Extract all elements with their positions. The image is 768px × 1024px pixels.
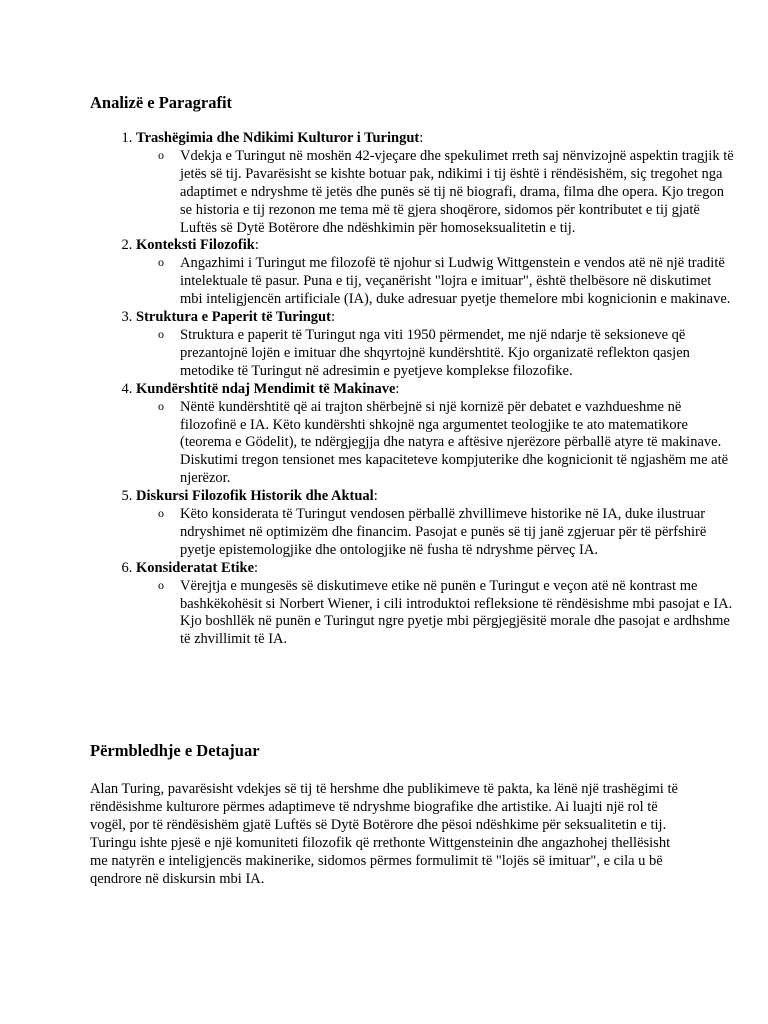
- analysis-list: [90, 130, 736, 649]
- item-title: Kundërshtitë ndaj Mendimit të Makinave: [136, 380, 396, 397]
- sub-list: [136, 148, 736, 238]
- sub-list: [136, 578, 736, 650]
- sub-list: [136, 399, 736, 489]
- list-item: 3. Struktura e Paperit të Turingut: o Struktura e paperit të Turingut nga viti 1950 përmendet, me një ndarje të seksioneve që prezantojnë lojën e imituar dhe shqyrtojnë kundërshtitë. Kjo organizatë reflekton qasjen metodike të Turingut në adresimin e pyetjeve komplekse filozofike.: [136, 309, 736, 381]
- sub-list-item: o Angazhimi i Turingut me filozofë të njohur si Ludwig Wittgenstein e vendos atë në një traditë intelektuale të pasur. Puna e tij, veçanërisht "lojra e imituar", është thelbësore në diskutimet mbi inteligjencën artificiale (IA), duke adresuar pyetje themelore mbi kognicionin e makinave.: [180, 255, 736, 309]
- sub-list: [136, 327, 736, 381]
- list-item: 2. Konteksti Filozofik: o Angazhimi i Turingut me filozofë të njohur si Ludwig Wittgenstein e vendos atë në një traditë intelektuale të pasur. Puna e tij, veçanërisht "lojra e imituar", është thelbësore në diskutimet mbi inteligjencën artificiale (IA), duke adresuar pyetje themelore mbi kognicionin e makinave.: [136, 237, 736, 309]
- summary-paragraph: Alan Turing, pavarësisht vdekjes së tij të hershme dhe publikimeve të pakta, ka lënë një trashëgimi të rëndësishme kulturore përmes adaptimeve të ndryshme biografike dhe artistike. Ai luajti një rol të vogël, por të rëndësishëm gjatë Luftës së Dytë Botërore dhe pësoi ndëshkime për seksualitetin e tij. Turingu ishte pjesë e një komuniteti filozofik që rrethonte Wittgensteinin dhe angazhohej thellësisht me natyrën e inteligjencës makinerike, sidomos përmes formulimit të "lojës së imituar", e cila u bë qendrore në diskursin mbi IA.: [90, 781, 678, 887]
- sub-list: [136, 506, 736, 560]
- sub-list-item: o Këto konsiderata të Turingut vendosen përballë zhvillimeve historike në IA, duke ilustruar ndryshimet në optimizëm dhe financim. Pasojat e punës së tij janë zgjeruar për të përfshirë pyetje epistemologjike dhe ontologjike në fusha të ndryshme përveç IA.: [180, 506, 736, 560]
- sub-list-item: o Struktura e paperit të Turingut nga viti 1950 përmendet, me një ndarje të seksioneve që prezantojnë lojën e imituar dhe shqyrtojnë kundërshtitë. Kjo organizatë reflekton qasjen metodike të Turingut në adresimin e pyetjeve komplekse filozofike.: [180, 327, 736, 381]
- item-title: Konsideratat Etike: [136, 559, 255, 576]
- sub-list: [136, 255, 736, 309]
- item-title: Konteksti Filozofik: [136, 237, 255, 254]
- list-item: 5. Diskursi Filozofik Historik dhe Aktual: o Këto konsiderata të Turingut vendosen përballë zhvillimeve historike në IA, duke ilustruar ndryshimet në optimizëm dhe financim. Pasojat e punës së tij janë zgjeruar për të përfshirë pyetje epistemologjike dhe ontologjike në fusha të ndryshme përveç IA.: [136, 488, 736, 560]
- analysis-heading: Analizë e Paragrafit: [90, 93, 233, 112]
- sub-list-item: o Nëntë kundërshtitë që ai trajton shërbejnë si një kornizë për debatet e vazhdueshme në filozofinë e IA. Këto kundërshti shkojnë nga argumentet teologjike te ato matematikore (teorema e Gödelit), te ndërgjegjja dhe natyra e aftësive njerëzore përballë atyre të makinave. Diskutimi tregon tensionet mes kapaciteteve kompjuterike dhe kognicionit të ngjashëm me atë njerëzor.: [180, 399, 736, 489]
- sub-list-item: o Vdekja e Turingut në moshën 42-vjeçare dhe spekulimet rreth saj nënvizojnë aspektin tragjik të jetës së tij. Pavarësisht se kishte botuar pak, ndikimi i tij është i rëndësishëm, siç tregohet nga adaptimet e ndryshme të jetës dhe punës së tij në biografi, drama, filma dhe opera. Kjo tregon se historia e tij rezonon me tema më të gjera shoqërore, sidomos për kontributet e tij gjatë Luftës së Dytë Botërore dhe ndëshkimin për homoseksualitetin e tij.: [180, 148, 736, 238]
- list-item: 1. Trashëgimia dhe Ndikimi Kulturor i Turingut: o Vdekja e Turingut në moshën 42-vjeçare dhe spekulimet rreth saj nënvizojnë aspektin tragjik të jetës së tij. Pavarësisht se kishte botuar pak, ndikimi i tij është i rëndësishëm, siç tregohet nga adaptimet e ndryshme të jetës dhe punës së tij në biografi, drama, filma dhe opera. Kjo tregon se historia e tij rezonon me tema më të gjera shoqërore, sidomos për kontributet e tij gjatë Luftës së Dytë Botërore dhe ndëshkimin për homoseksualitetin e tij.: [136, 130, 736, 237]
- sub-list-item: o Vërejtja e mungesës së diskutimeve etike në punën e Turingut e veçon atë në kontrast me bashkëkohësit si Norbert Wiener, i cili introduktoi refleksione të rëndësishme mbi pasojat e IA. Kjo boshllëk në punën e Turingut ngre pyetje mbi përgjegjësitë morale dhe pasojat e ardhshme të zhvillimit të IA.: [180, 578, 736, 650]
- list-item: 6. Konsideratat Etike: o Vërejtja e mungesës së diskutimeve etike në punën e Turingut e veçon atë në kontrast me bashkëkohësit si Norbert Wiener, i cili introduktoi refleksione të rëndësishme mbi pasojat e IA. Kjo boshllëk në punën e Turingut ngre pyetje mbi përgjegjësitë morale dhe pasojat e ardhshme të zhvillimit të IA.: [136, 560, 736, 650]
- item-title: Struktura e Paperit të Turingut: [136, 309, 331, 326]
- item-title: Trashëgimia dhe Ndikimi Kulturor i Turingut: [136, 130, 420, 146]
- item-title: Diskursi Filozofik Historik dhe Aktual: [136, 488, 374, 505]
- list-item: 4. Kundërshtitë ndaj Mendimit të Makinave: o Nëntë kundërshtitë që ai trajton shërbejnë si një kornizë për debatet e vazhdueshme në filozofinë e IA. Këto kundërshti shkojnë nga argumentet teologjike te ato matematikore (teorema e Gödelit), te ndërgjegjja dhe natyra e aftësive njerëzore përballë atyre të makinave. Diskutimi tregon tensionet mes kapaciteteve kompjuterike dhe kognicionit të ngjashëm me atë njerëzor.: [136, 381, 736, 488]
- summary-heading: Përmbledhje e Detajuar: [90, 741, 260, 760]
